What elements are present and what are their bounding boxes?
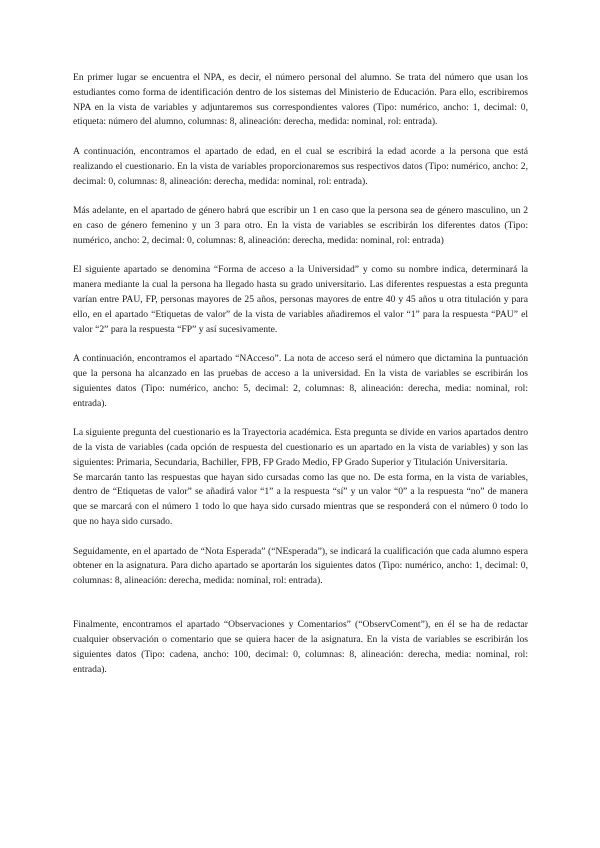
paragraph-spacer: [73, 337, 528, 352]
paragraph-observaciones: Finalmente, encontramos el apartado “Observaciones y Comentarios” (“ObservComent”), en él se ha de redactar cualquier observación o comentario que se quiera hacer de la asignatura. En la vista de variables se escribirán los siguientes datos (Tipo: cadena, ancho: 100, decimal: 0, columnas: 8, alineación: derecha, media: nominal, rol: entrada).: [73, 619, 528, 675]
paragraph-spacer: [73, 189, 528, 204]
paragraph-genero: Más adelante, en el apartado de género habrá que escribir un 1 en caso que la persona sea de género masculino, un 2 en caso de género femenino y un 3 para otro. En la vista de variables se escribirán los diferentes datos (Tipo: numérico, ancho: 2, decimal: 0, columnas: 8, alineación: derecha, medida: nominal, rol: entrada): [73, 205, 528, 246]
paragraph-spacer: [73, 411, 528, 426]
paragraph-spacer: [73, 130, 528, 145]
paragraph-trayectoria-valores: Se marcarán tanto las respuestas que hayan sido cursadas como las que no. De esta forma, en la vista de variables, dentro de “Etiquetas de valor” se añadirá valor “1” a la respuesta “sí” y un valor “0” a la respuesta “no” de manera que se marcará con el número 1 todo lo que haya sido cursado mientras que se responderá con el número 0 todo lo que no haya sido cursado.: [73, 471, 528, 527]
paragraph-spacer: [73, 249, 528, 264]
paragraph-spacer: [73, 530, 528, 545]
paragraph-nota-esperada: Seguidamente, en el apartado de “Nota Esperada” (“NEsperada”), se indicará la cualificación que cada alumno espera obtener en la asignatura. Para dicho apartado se aportarán los siguientes datos (Tipo: numérico, ancho: 1, decimal: 0, columnas: 8, alineación: derecha, medida: nominal, rol: entrada).: [73, 545, 528, 587]
paragraph-spacer: [73, 589, 528, 619]
paragraph-edad: A continuación, encontramos el apartado de edad, en el cual se escribirá la edad acorde a la persona que está realizando el cuestionario. En la vista de variables proporcionaremos sus respectivos datos (Tipo: numérico, ancho: 2, decimal: 0, columnas: 8, alineación: derecha, medida: nominal, rol: entrada).: [73, 145, 528, 187]
paragraph-forma-acceso: El siguiente apartado se denomina “Forma de acceso a la Universidad” y como su nombre indica, determinará la manera mediante la cual la persona ha llegado hasta su grado universitario. Las diferentes respuestas a esta pregunta varían entre PAU, FP, personas mayores de 25 años, personas mayores de entre 40 y 45 años u otra titulación y para ello, en el apartado “Etiquetas de valor” de la vista de variables añadiremos el valor “1” para la respuesta “PAU” el valor “2” para la respuesta “FP” y así sucesivamente.: [73, 264, 528, 335]
paragraph-npa: En primer lugar se encuentra el NPA, es decir, el número personal del alumno. Se trata del número que usan los estudiantes como forma de identificación dentro de los sistemas del Ministerio de Educación. Para ello, escribiremos NPA en la vista de variables y adjuntaremos sus correspondientes valores (Tipo: numérico, ancho: 1, decimal: 0, etiqueta: número del alumno, columnas: 8, alineación: derecha, medida: nominal, rol: entrada).: [73, 72, 528, 128]
paragraph-nacceso: A continuación, encontramos el apartado “NAcceso”. La nota de acceso será el número que dictamina la puntuación que la persona ha alcanzado en las pruebas de acceso a la universidad. En la vista de variables se escribirán los siguientes datos (Tipo: numérico, ancho: 5, decimal: 2, columnas: 8, alineación: derecha, media: nominal, rol: entrada).: [73, 353, 528, 409]
document-page: [73, 71, 528, 678]
paragraph-trayectoria: La siguiente pregunta del cuestionario es la Trayectoria académica. Esta pregunta se divide en varios apartados dentro de la vista de variables (cada opción de respuesta del cuestionario es un apartado en la vista de variables) y son las siguientes: Primaria, Secundaria, Bachiller, FPB, FP Grado Medio, FP Grado Superior y Titulación Universitaria.: [73, 427, 528, 468]
